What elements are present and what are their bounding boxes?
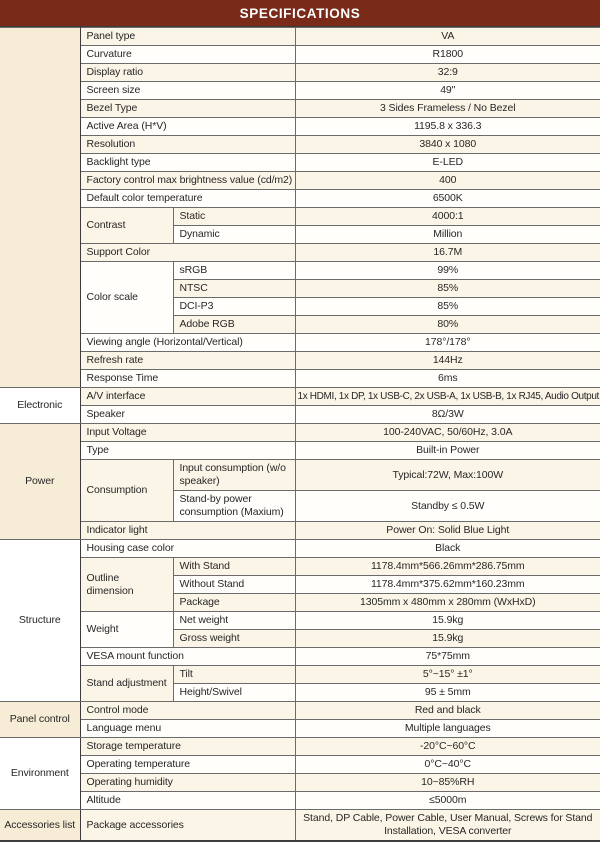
subspec-cell: Net weight	[173, 612, 295, 630]
value-cell: 100-240VAC, 50/60Hz, 3.0A	[295, 424, 600, 442]
spec-group-cell: Contrast	[80, 208, 173, 244]
table-row	[0, 136, 600, 154]
value-cell: 15.9kg	[295, 612, 600, 630]
table-row	[0, 460, 600, 491]
specifications-table-body	[0, 28, 600, 842]
value-cell: 144Hz	[295, 352, 600, 370]
value-cell: Multiple languages	[295, 720, 600, 738]
value-cell: 8Ω/3W	[295, 406, 600, 424]
subspec-cell: Stand-by power consumption (Maxium)	[173, 491, 295, 522]
spec-cell: Screen size	[80, 82, 295, 100]
value-cell: Red and black	[295, 702, 600, 720]
spec-cell: Storage temperature	[80, 738, 295, 756]
value-cell: Stand, DP Cable, Power Cable, User Manual, Screws for Stand Installation, VESA converter	[295, 810, 600, 842]
value-cell: 4000:1	[295, 208, 600, 226]
value-cell: -20°C~60°C	[295, 738, 600, 756]
specifications-table	[0, 27, 600, 842]
value-cell: 5°~15° ±1°	[295, 666, 600, 684]
spec-group-cell: Outline dimension	[80, 558, 173, 612]
spec-cell: Default color temperature	[80, 190, 295, 208]
value-cell: E-LED	[295, 154, 600, 172]
value-cell: Million	[295, 226, 600, 244]
spec-cell: Altitude	[80, 792, 295, 810]
spec-cell: Input Voltage	[80, 424, 295, 442]
value-cell: 400	[295, 172, 600, 190]
table-row	[0, 28, 600, 46]
table-row	[0, 262, 600, 280]
table-row	[0, 406, 600, 424]
value-cell: 178°/178°	[295, 334, 600, 352]
value-cell: Black	[295, 540, 600, 558]
value-cell: 16.7M	[295, 244, 600, 262]
spec-cell: VESA mount function	[80, 648, 295, 666]
spec-cell: Speaker	[80, 406, 295, 424]
value-cell: 49"	[295, 82, 600, 100]
value-cell: 1178.4mm*375.62mm*160.23mm	[295, 576, 600, 594]
value-cell: 85%	[295, 298, 600, 316]
spec-cell: Active Area (H*V)	[80, 118, 295, 136]
table-row	[0, 424, 600, 442]
spec-group-cell: Stand adjustment	[80, 666, 173, 702]
value-cell: 0°C~40°C	[295, 756, 600, 774]
category-cell-structure: Structure	[0, 540, 80, 702]
value-cell: 15.9kg	[295, 630, 600, 648]
spec-cell: Support Color	[80, 244, 295, 262]
spec-cell: A/V interface	[80, 388, 295, 406]
value-cell: 85%	[295, 280, 600, 298]
subspec-cell: Static	[173, 208, 295, 226]
table-row	[0, 352, 600, 370]
table-row	[0, 648, 600, 666]
spec-cell: Refresh rate	[80, 352, 295, 370]
spec-cell: Response Time	[80, 370, 295, 388]
table-row	[0, 244, 600, 262]
table-row	[0, 522, 600, 540]
table-row	[0, 370, 600, 388]
value-cell: 99%	[295, 262, 600, 280]
table-row	[0, 100, 600, 118]
subspec-cell: Package	[173, 594, 295, 612]
table-row	[0, 558, 600, 576]
table-row	[0, 208, 600, 226]
spec-cell: Factory control max brightness value (cd/m2)	[80, 172, 295, 190]
value-cell: 1195.8 x 336.3	[295, 118, 600, 136]
subspec-cell: sRGB	[173, 262, 295, 280]
table-row	[0, 756, 600, 774]
page-title: SPECIFICATIONS	[0, 0, 600, 27]
table-row	[0, 540, 600, 558]
spec-cell: Indicator light	[80, 522, 295, 540]
table-row	[0, 774, 600, 792]
subspec-cell: With Stand	[173, 558, 295, 576]
table-row	[0, 738, 600, 756]
value-cell: 10~85%RH	[295, 774, 600, 792]
spec-group-cell: Color scale	[80, 262, 173, 334]
table-row	[0, 190, 600, 208]
spec-cell: Housing case color	[80, 540, 295, 558]
spec-cell: Backlight type	[80, 154, 295, 172]
spec-cell: Language menu	[80, 720, 295, 738]
value-cell: 1305mm x 480mm x 280mm (WxHxD)	[295, 594, 600, 612]
subspec-cell: Gross weight	[173, 630, 295, 648]
category-cell-blank	[0, 28, 80, 388]
category-cell-accessories-list: Accessories list	[0, 810, 80, 842]
value-cell: 75*75mm	[295, 648, 600, 666]
table-row	[0, 154, 600, 172]
subspec-cell: Without Stand	[173, 576, 295, 594]
value-cell: ≤5000m	[295, 792, 600, 810]
table-row	[0, 64, 600, 82]
table-row	[0, 46, 600, 64]
spec-cell: Curvature	[80, 46, 295, 64]
value-cell: Built-in Power	[295, 442, 600, 460]
spec-cell: Viewing angle (Horizontal/Vertical)	[80, 334, 295, 352]
subspec-cell: Adobe RGB	[173, 316, 295, 334]
spec-cell: Display ratio	[80, 64, 295, 82]
category-cell-power: Power	[0, 424, 80, 540]
value-cell: VA	[295, 28, 600, 46]
spec-cell: Operating temperature	[80, 756, 295, 774]
table-row	[0, 666, 600, 684]
value-cell: 6ms	[295, 370, 600, 388]
table-row	[0, 172, 600, 190]
spec-cell: Bezel Type	[80, 100, 295, 118]
value-cell: Standby ≤ 0.5W	[295, 491, 600, 522]
table-row	[0, 442, 600, 460]
table-row	[0, 810, 600, 842]
subspec-cell: DCI-P3	[173, 298, 295, 316]
value-cell: 3840 x 1080	[295, 136, 600, 154]
category-cell-panel-control: Panel control	[0, 702, 80, 738]
spec-cell: Type	[80, 442, 295, 460]
table-row	[0, 702, 600, 720]
value-cell: 1x HDMI, 1x DP, 1x USB-C, 2x USB-A, 1x USB-B, 1x RJ45, Audio Output	[295, 388, 600, 406]
table-row	[0, 792, 600, 810]
category-cell-electronic: Electronic	[0, 388, 80, 424]
value-cell: Typical:72W, Max:100W	[295, 460, 600, 491]
table-row	[0, 334, 600, 352]
value-cell: 32:9	[295, 64, 600, 82]
subspec-cell: Height/Swivel	[173, 684, 295, 702]
spec-cell: Package accessories	[80, 810, 295, 842]
spec-cell: Panel type	[80, 28, 295, 46]
spec-group-cell: Weight	[80, 612, 173, 648]
spec-cell: Resolution	[80, 136, 295, 154]
subspec-cell: Tilt	[173, 666, 295, 684]
subspec-cell: NTSC	[173, 280, 295, 298]
table-row	[0, 82, 600, 100]
spec-cell: Control mode	[80, 702, 295, 720]
value-cell: 80%	[295, 316, 600, 334]
table-row	[0, 388, 600, 406]
subspec-cell: Input consumption (w/o speaker)	[173, 460, 295, 491]
spec-cell: Operating humidity	[80, 774, 295, 792]
value-cell: R1800	[295, 46, 600, 64]
table-row	[0, 612, 600, 630]
value-cell: Power On: Solid Blue Light	[295, 522, 600, 540]
value-cell: 6500K	[295, 190, 600, 208]
spec-group-cell: Consumption	[80, 460, 173, 522]
table-row	[0, 720, 600, 738]
category-cell-environment: Environment	[0, 738, 80, 810]
value-cell: 95 ± 5mm	[295, 684, 600, 702]
subspec-cell: Dynamic	[173, 226, 295, 244]
value-cell: 1178.4mm*566.26mm*286.75mm	[295, 558, 600, 576]
table-row	[0, 118, 600, 136]
value-cell: 3 Sides Frameless / No Bezel	[295, 100, 600, 118]
